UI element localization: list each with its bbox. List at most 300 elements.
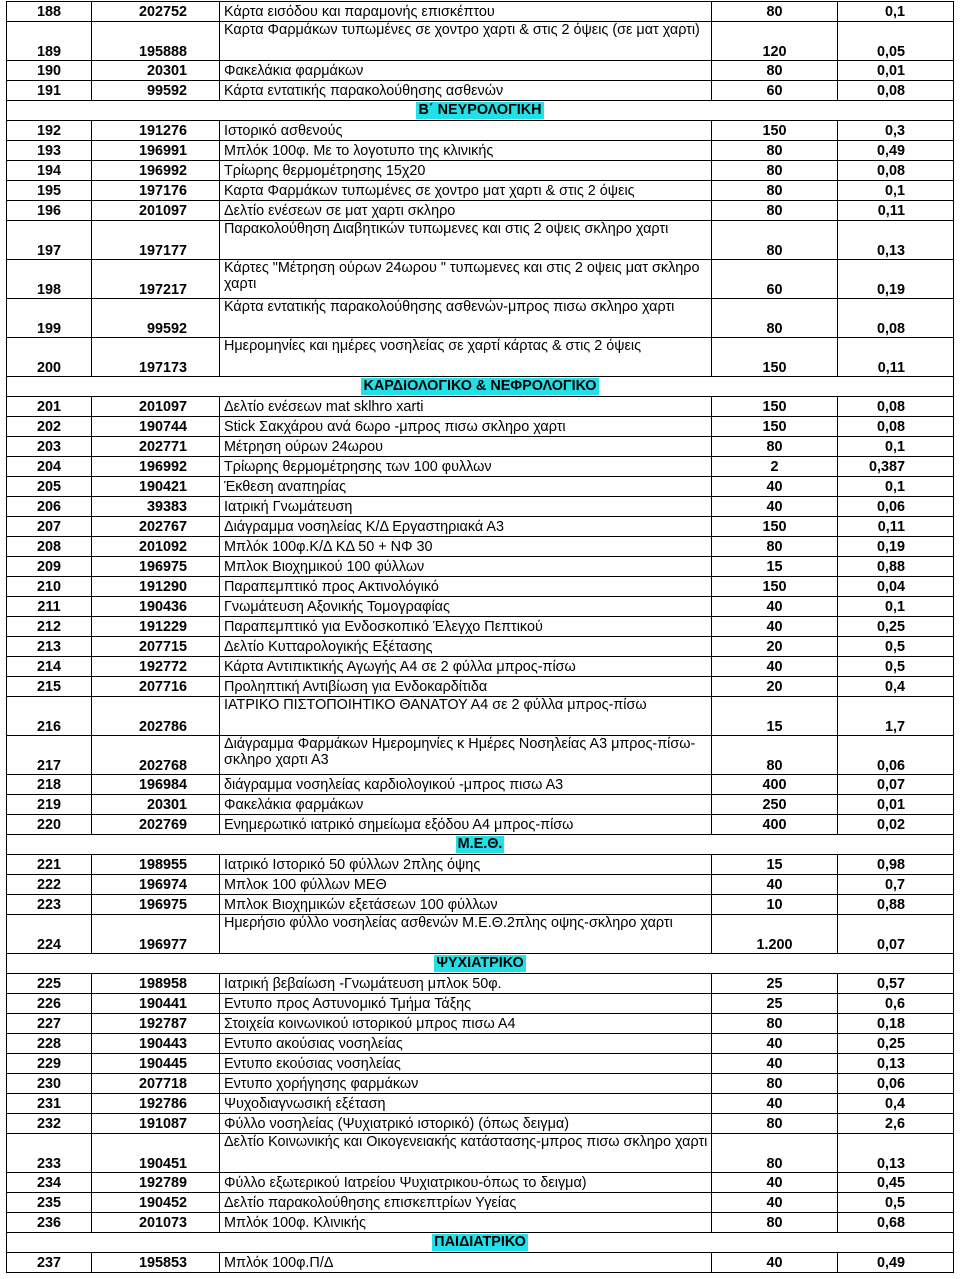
table-row <box>7 974 954 994</box>
item-description-cell: Κάρτα εντατικής παρακολούθησης ασθενών-μπρος πισω σκληρο χαρτι <box>220 299 712 338</box>
item-description-cell: Παραπεμπτικό για Ενδοσκοπικό Έλεγχο Πεπτικού <box>220 617 712 637</box>
row-number-cell: 204 <box>7 457 92 477</box>
unit-price-cell: 0,387 <box>838 457 954 477</box>
row-number-cell: 236 <box>7 1213 92 1233</box>
quantity-cell: 10 <box>712 895 838 915</box>
quantity-cell: 400 <box>712 815 838 835</box>
table-row <box>7 22 954 61</box>
unit-price-cell: 0,13 <box>838 1134 954 1173</box>
quantity-cell: 40 <box>712 1094 838 1114</box>
unit-price-cell: 0,49 <box>838 141 954 161</box>
table-row <box>7 795 954 815</box>
table-row <box>7 81 954 101</box>
item-code-cell: 190445 <box>92 1054 220 1074</box>
item-code-cell: 198955 <box>92 855 220 875</box>
item-description-cell: Παρακολούθηση Διαβητικών τυπωμενες και στις 2 οψεις σκληρο χαρτι <box>220 221 712 260</box>
item-code-cell: 196992 <box>92 457 220 477</box>
row-number-cell: 192 <box>7 121 92 141</box>
item-code-cell: 198958 <box>92 974 220 994</box>
row-number-cell: 199 <box>7 299 92 338</box>
price-table-body <box>7 2 954 1273</box>
item-description-cell: Φύλλο εξωτερικού Ιατρείου Ψυχιατρικου-όπως το δειγμα) <box>220 1173 712 1193</box>
row-number-cell: 208 <box>7 537 92 557</box>
item-code-cell: 202752 <box>92 2 220 22</box>
unit-price-cell: 0,06 <box>838 1074 954 1094</box>
item-code-cell: 207716 <box>92 677 220 697</box>
quantity-cell: 80 <box>712 181 838 201</box>
item-code-cell: 195888 <box>92 22 220 61</box>
item-description-cell: Φακελάκια φαρμάκων <box>220 795 712 815</box>
quantity-cell: 80 <box>712 1074 838 1094</box>
item-code-cell: 190441 <box>92 994 220 1014</box>
unit-price-cell: 0,88 <box>838 895 954 915</box>
unit-price-cell: 0,45 <box>838 1173 954 1193</box>
item-code-cell: 190744 <box>92 417 220 437</box>
row-number-cell: 237 <box>7 1253 92 1273</box>
row-number-cell: 222 <box>7 875 92 895</box>
section-title: ΨΥΧΙΑΤΡΙΚΟ <box>436 955 524 971</box>
item-code-cell: 190443 <box>92 1034 220 1054</box>
item-code-cell: 202786 <box>92 697 220 736</box>
row-number-cell: 235 <box>7 1193 92 1213</box>
item-description-cell: Φύλλο νοσηλείας (Ψυχιατρικό ιστορικό) (όπως δειγμα) <box>220 1114 712 1134</box>
row-number-cell: 202 <box>7 417 92 437</box>
unit-price-cell: 0,5 <box>838 637 954 657</box>
row-number-cell: 206 <box>7 497 92 517</box>
table-row <box>7 1014 954 1034</box>
row-number-cell: 193 <box>7 141 92 161</box>
item-code-cell: 192772 <box>92 657 220 677</box>
item-code-cell: 192787 <box>92 1014 220 1034</box>
item-description-cell: Ενημερωτικό ιατρικό σημείωμα εξόδου Α4 μπρος-πίσω <box>220 815 712 835</box>
quantity-cell: 15 <box>712 855 838 875</box>
quantity-cell: 40 <box>712 657 838 677</box>
unit-price-cell: 0,25 <box>838 1034 954 1054</box>
table-row <box>7 617 954 637</box>
unit-price-cell: 0,5 <box>838 657 954 677</box>
quantity-cell: 250 <box>712 795 838 815</box>
unit-price-cell: 0,04 <box>838 577 954 597</box>
item-description-cell: ΙΑΤΡΙΚΟ ΠΙΣΤΟΠΟΙΗΤΙΚΟ ΘΑΝΑΤΟΥ Α4 σε 2 φύλλα μπρος-πίσω <box>220 697 712 736</box>
item-code-cell: 207718 <box>92 1074 220 1094</box>
item-description-cell: Ιατρική βεβαίωση -Γνωμάτευση μπλοκ 50φ. <box>220 974 712 994</box>
unit-price-cell: 0,02 <box>838 815 954 835</box>
table-row <box>7 537 954 557</box>
item-description-cell: Τρίωρης θερμομέτρησης των 100 φυλλων <box>220 457 712 477</box>
unit-price-cell: 0,01 <box>838 61 954 81</box>
item-code-cell: 190436 <box>92 597 220 617</box>
table-row <box>7 736 954 775</box>
unit-price-cell: 0,11 <box>838 338 954 377</box>
item-description-cell: Μέτρηση ούρων 24ωρου <box>220 437 712 457</box>
table-row <box>7 221 954 260</box>
table-row <box>7 557 954 577</box>
quantity-cell: 40 <box>712 1054 838 1074</box>
quantity-cell: 80 <box>712 1114 838 1134</box>
quantity-cell: 60 <box>712 81 838 101</box>
table-row <box>7 181 954 201</box>
item-code-cell: 201097 <box>92 397 220 417</box>
item-code-cell: 202769 <box>92 815 220 835</box>
item-description-cell: Μπλόκ 100φ.Π/Δ <box>220 1253 712 1273</box>
item-code-cell: 99592 <box>92 299 220 338</box>
unit-price-cell: 0,5 <box>838 1193 954 1213</box>
unit-price-cell: 0,07 <box>838 915 954 954</box>
item-code-cell: 191229 <box>92 617 220 637</box>
unit-price-cell: 0,7 <box>838 875 954 895</box>
table-row <box>7 397 954 417</box>
table-row <box>7 457 954 477</box>
unit-price-cell: 0,06 <box>838 736 954 775</box>
row-number-cell: 218 <box>7 775 92 795</box>
quantity-cell: 40 <box>712 1193 838 1213</box>
row-number-cell: 234 <box>7 1173 92 1193</box>
quantity-cell: 2 <box>712 457 838 477</box>
item-code-cell: 191087 <box>92 1114 220 1134</box>
quantity-cell: 80 <box>712 141 838 161</box>
item-description-cell: Καρτα Φαρμάκων τυπωμένες σε χοντρο ματ χαρτι & στις 2 όψεις <box>220 181 712 201</box>
quantity-cell: 150 <box>712 397 838 417</box>
item-code-cell: 202768 <box>92 736 220 775</box>
item-description-cell: Μπλοκ 100 φύλλων ΜΕΘ <box>220 875 712 895</box>
quantity-cell: 40 <box>712 1173 838 1193</box>
table-row <box>7 697 954 736</box>
item-description-cell: Εντυπο χορήγησης φαρμάκων <box>220 1074 712 1094</box>
item-description-cell: Εντυπο ακούσιας νοσηλείας <box>220 1034 712 1054</box>
row-number-cell: 225 <box>7 974 92 994</box>
item-code-cell: 197177 <box>92 221 220 260</box>
table-row <box>7 1034 954 1054</box>
quantity-cell: 120 <box>712 22 838 61</box>
row-number-cell: 201 <box>7 397 92 417</box>
unit-price-cell: 0,4 <box>838 1094 954 1114</box>
quantity-cell: 60 <box>712 260 838 299</box>
unit-price-cell: 0,18 <box>838 1014 954 1034</box>
row-number-cell: 191 <box>7 81 92 101</box>
row-number-cell: 217 <box>7 736 92 775</box>
table-row <box>7 260 954 299</box>
quantity-cell: 150 <box>712 517 838 537</box>
section-header-cell <box>7 954 954 974</box>
row-number-cell: 195 <box>7 181 92 201</box>
section-header-row <box>7 377 954 397</box>
unit-price-cell: 0,08 <box>838 161 954 181</box>
table-row <box>7 677 954 697</box>
row-number-cell: 198 <box>7 260 92 299</box>
item-code-cell: 196977 <box>92 915 220 954</box>
unit-price-cell: 0,07 <box>838 775 954 795</box>
table-row <box>7 875 954 895</box>
table-row <box>7 497 954 517</box>
unit-price-cell: 0,1 <box>838 597 954 617</box>
item-description-cell: Διάγραμμα νοσηλείας Κ/Δ Εργαστηριακά Α3 <box>220 517 712 537</box>
table-row <box>7 61 954 81</box>
row-number-cell: 228 <box>7 1034 92 1054</box>
quantity-cell: 40 <box>712 875 838 895</box>
quantity-cell: 150 <box>712 121 838 141</box>
item-code-cell: 196992 <box>92 161 220 181</box>
row-number-cell: 212 <box>7 617 92 637</box>
quantity-cell: 80 <box>712 299 838 338</box>
unit-price-cell: 0,06 <box>838 497 954 517</box>
quantity-cell: 40 <box>712 617 838 637</box>
table-row <box>7 1114 954 1134</box>
quantity-cell: 20 <box>712 637 838 657</box>
row-number-cell: 215 <box>7 677 92 697</box>
unit-price-cell: 0,08 <box>838 299 954 338</box>
item-description-cell: διάγραμμα νοσηλείας καρδιολογικού -μπρος πισω Α3 <box>220 775 712 795</box>
item-description-cell: Παραπεμπτικό προς Ακτινολόγικό <box>220 577 712 597</box>
unit-price-cell: 0,01 <box>838 795 954 815</box>
unit-price-cell: 0,1 <box>838 181 954 201</box>
unit-price-cell: 0,11 <box>838 201 954 221</box>
table-row <box>7 2 954 22</box>
quantity-cell: 40 <box>712 497 838 517</box>
quantity-cell: 150 <box>712 417 838 437</box>
row-number-cell: 207 <box>7 517 92 537</box>
table-row <box>7 1173 954 1193</box>
table-row <box>7 775 954 795</box>
item-code-cell: 196975 <box>92 895 220 915</box>
item-description-cell: Ιατρικό Ιστορικό 50 φύλλων 2πλης όψης <box>220 855 712 875</box>
item-code-cell: 196991 <box>92 141 220 161</box>
item-description-cell: Μπλόκ 100φ.Κ/Δ ΚΔ 50 + ΝΦ 30 <box>220 537 712 557</box>
unit-price-cell: 0,68 <box>838 1213 954 1233</box>
unit-price-cell: 0,05 <box>838 22 954 61</box>
unit-price-cell: 0,57 <box>838 974 954 994</box>
section-header-cell <box>7 835 954 855</box>
item-code-cell: 99592 <box>92 81 220 101</box>
item-description-cell: Κάρτα εντατικής παρακολούθησης ασθενών <box>220 81 712 101</box>
item-code-cell: 190421 <box>92 477 220 497</box>
quantity-cell: 25 <box>712 994 838 1014</box>
unit-price-cell: 0,19 <box>838 260 954 299</box>
quantity-cell: 1.200 <box>712 915 838 954</box>
item-description-cell: Stick Σακχάρου ανά 6ωρο -μπρος πισω σκληρο χαρτι <box>220 417 712 437</box>
row-number-cell: 205 <box>7 477 92 497</box>
item-description-cell: Εντυπο εκούσιας νοσηλείας <box>220 1054 712 1074</box>
section-header-row <box>7 835 954 855</box>
item-description-cell: Ιστορικό ασθενούς <box>220 121 712 141</box>
quantity-cell: 20 <box>712 677 838 697</box>
item-code-cell: 197173 <box>92 338 220 377</box>
table-row <box>7 141 954 161</box>
row-number-cell: 209 <box>7 557 92 577</box>
item-code-cell: 207715 <box>92 637 220 657</box>
item-code-cell: 20301 <box>92 61 220 81</box>
item-description-cell: Δελτίο Κοινωνικής και Οικογενειακής κατάστασης-μπρος πισω σκληρο χαρτι <box>220 1134 712 1173</box>
item-description-cell: Κάρτα εισόδου και παραμονής επισκέπτου <box>220 2 712 22</box>
item-code-cell: 196974 <box>92 875 220 895</box>
row-number-cell: 194 <box>7 161 92 181</box>
table-row <box>7 1094 954 1114</box>
quantity-cell: 15 <box>712 697 838 736</box>
quantity-cell: 80 <box>712 1213 838 1233</box>
item-code-cell: 39383 <box>92 497 220 517</box>
quantity-cell: 15 <box>712 557 838 577</box>
unit-price-cell: 0,6 <box>838 994 954 1014</box>
item-code-cell: 197176 <box>92 181 220 201</box>
item-code-cell: 202767 <box>92 517 220 537</box>
item-description-cell: Έκθεση αναπηρίας <box>220 477 712 497</box>
item-code-cell: 190451 <box>92 1134 220 1173</box>
item-description-cell: Μπλοκ Βιοχημικών εξετάσεων 100 φύλλων <box>220 895 712 915</box>
table-row <box>7 161 954 181</box>
row-number-cell: 231 <box>7 1094 92 1114</box>
unit-price-cell: 2,6 <box>838 1114 954 1134</box>
row-number-cell: 220 <box>7 815 92 835</box>
table-row <box>7 121 954 141</box>
unit-price-cell: 0,1 <box>838 437 954 457</box>
item-description-cell: Μπλόκ 100φ. Κλινικής <box>220 1213 712 1233</box>
item-code-cell: 190452 <box>92 1193 220 1213</box>
unit-price-cell: 1,7 <box>838 697 954 736</box>
item-description-cell: Κάρτες "Μέτρηση ούρων 24ωρου " τυπωμενες και στις 2 οψεις ματ σκληρο χαρτι <box>220 260 712 299</box>
quantity-cell: 80 <box>712 161 838 181</box>
row-number-cell: 189 <box>7 22 92 61</box>
quantity-cell: 80 <box>712 201 838 221</box>
row-number-cell: 211 <box>7 597 92 617</box>
unit-price-cell: 0,4 <box>838 677 954 697</box>
table-row <box>7 1193 954 1213</box>
row-number-cell: 219 <box>7 795 92 815</box>
item-description-cell: Ιατρική Γνωμάτευση <box>220 497 712 517</box>
unit-price-cell: 0,98 <box>838 855 954 875</box>
quantity-cell: 150 <box>712 577 838 597</box>
row-number-cell: 203 <box>7 437 92 457</box>
item-description-cell: Δελτίο Κυτταρολογικής Εξέτασης <box>220 637 712 657</box>
unit-price-cell: 0,1 <box>838 2 954 22</box>
item-code-cell: 192786 <box>92 1094 220 1114</box>
table-row <box>7 201 954 221</box>
unit-price-cell: 0,25 <box>838 617 954 637</box>
item-description-cell: Φακελάκια φαρμάκων <box>220 61 712 81</box>
row-number-cell: 226 <box>7 994 92 1014</box>
quantity-cell: 80 <box>712 437 838 457</box>
unit-price-cell: 0,88 <box>838 557 954 577</box>
item-description-cell: Μπλόκ 100φ. Με το λογοτυπο της κλινικής <box>220 141 712 161</box>
quantity-cell: 80 <box>712 1014 838 1034</box>
quantity-cell: 80 <box>712 61 838 81</box>
table-row <box>7 855 954 875</box>
table-row <box>7 338 954 377</box>
quantity-cell: 40 <box>712 477 838 497</box>
item-description-cell: Προληπτική Αντιβίωση για Ενδοκαρδίτιδα <box>220 677 712 697</box>
table-row <box>7 1253 954 1273</box>
row-number-cell: 197 <box>7 221 92 260</box>
quantity-cell: 40 <box>712 1253 838 1273</box>
unit-price-cell: 0,19 <box>838 537 954 557</box>
table-row <box>7 994 954 1014</box>
quantity-cell: 80 <box>712 2 838 22</box>
table-row <box>7 597 954 617</box>
item-code-cell: 201092 <box>92 537 220 557</box>
item-description-cell: Ημερομηνίες και ημέρες νοσηλείας σε χαρτί κάρτας & στις 2 όψεις <box>220 338 712 377</box>
item-description-cell: Ημερήσιο φύλλο νοσηλείας ασθενών Μ.Ε.Θ.2πλης οψης-σκληρο χαρτι <box>220 915 712 954</box>
item-description-cell: Κάρτα Αντιπικτικής Αγωγής Α4 σε 2 φύλλα μπρος-πίσω <box>220 657 712 677</box>
section-header-row <box>7 1233 954 1253</box>
section-title: Μ.Ε.Θ. <box>457 836 503 852</box>
item-description-cell: Ψυχοδιαγνωσική εξέταση <box>220 1094 712 1114</box>
quantity-cell: 80 <box>712 221 838 260</box>
row-number-cell: 213 <box>7 637 92 657</box>
row-number-cell: 188 <box>7 2 92 22</box>
item-code-cell: 20301 <box>92 795 220 815</box>
item-code-cell: 201097 <box>92 201 220 221</box>
table-row <box>7 1213 954 1233</box>
table-row <box>7 1074 954 1094</box>
section-header-cell <box>7 377 954 397</box>
section-title: ΚΑΡΔΙΟΛΟΓΙΚΟ & ΝΕΦΡΟΛΟΓΙΚΟ <box>363 378 597 394</box>
item-description-cell: Καρτα Φαρμάκων τυπωμένες σε χοντρο χαρτι & στις 2 όψεις (σε ματ χαρτι) <box>220 22 712 61</box>
row-number-cell: 190 <box>7 61 92 81</box>
item-description-cell: Διάγραμμα Φαρμάκων Ημερομηνίες κ Ημέρες Νοσηλείας Α3 μπρος-πίσω- σκληρο χαρτι Α3 <box>220 736 712 775</box>
table-row <box>7 915 954 954</box>
row-number-cell: 229 <box>7 1054 92 1074</box>
item-code-cell: 191276 <box>92 121 220 141</box>
item-description-cell: Στοιχεία κοινωνικού ιστορικού μπρος πισω Α4 <box>220 1014 712 1034</box>
item-description-cell: Γνωμάτευση Αξονικής Τομογραφίας <box>220 597 712 617</box>
item-code-cell: 196984 <box>92 775 220 795</box>
quantity-cell: 40 <box>712 1034 838 1054</box>
unit-price-cell: 0,3 <box>838 121 954 141</box>
table-row <box>7 477 954 497</box>
unit-price-cell: 0,1 <box>838 477 954 497</box>
item-code-cell: 196975 <box>92 557 220 577</box>
item-description-cell: Δελτίο ενέσεων σε ματ χαρτι σκληρο <box>220 201 712 221</box>
row-number-cell: 216 <box>7 697 92 736</box>
section-header-cell <box>7 101 954 121</box>
quantity-cell: 400 <box>712 775 838 795</box>
section-header-row <box>7 954 954 974</box>
row-number-cell: 210 <box>7 577 92 597</box>
row-number-cell: 230 <box>7 1074 92 1094</box>
item-description-cell: Εντυπο προς Αστυνομικό Τμήμα Τάξης <box>220 994 712 1014</box>
unit-price-cell: 0,08 <box>838 397 954 417</box>
item-code-cell: 192789 <box>92 1173 220 1193</box>
row-number-cell: 223 <box>7 895 92 915</box>
row-number-cell: 232 <box>7 1114 92 1134</box>
table-row <box>7 417 954 437</box>
row-number-cell: 233 <box>7 1134 92 1173</box>
item-description-cell: Δελτίο παρακολούθησης επισκεπτρίων Υγείας <box>220 1193 712 1213</box>
table-row <box>7 299 954 338</box>
item-description-cell: Μπλοκ Βιοχημικού 100 φύλλων <box>220 557 712 577</box>
unit-price-cell: 0,13 <box>838 221 954 260</box>
item-description-cell: Τρίωρης θερμομέτρησης 15χ20 <box>220 161 712 181</box>
item-code-cell: 197217 <box>92 260 220 299</box>
quantity-cell: 80 <box>712 1134 838 1173</box>
unit-price-cell: 0,11 <box>838 517 954 537</box>
table-row <box>7 437 954 457</box>
item-code-cell: 201073 <box>92 1213 220 1233</box>
price-table <box>6 1 954 1273</box>
quantity-cell: 150 <box>712 338 838 377</box>
row-number-cell: 200 <box>7 338 92 377</box>
unit-price-cell: 0,49 <box>838 1253 954 1273</box>
item-code-cell: 202771 <box>92 437 220 457</box>
table-row <box>7 657 954 677</box>
section-header-row <box>7 101 954 121</box>
table-row <box>7 517 954 537</box>
table-row <box>7 1134 954 1173</box>
item-description-cell: Δελτίο ενέσεων mat sklhro xarti <box>220 397 712 417</box>
table-row <box>7 1054 954 1074</box>
table-row <box>7 637 954 657</box>
table-row <box>7 815 954 835</box>
row-number-cell: 196 <box>7 201 92 221</box>
section-title: ΠΑΙΔΙΑΤΡΙΚΟ <box>434 1234 526 1250</box>
